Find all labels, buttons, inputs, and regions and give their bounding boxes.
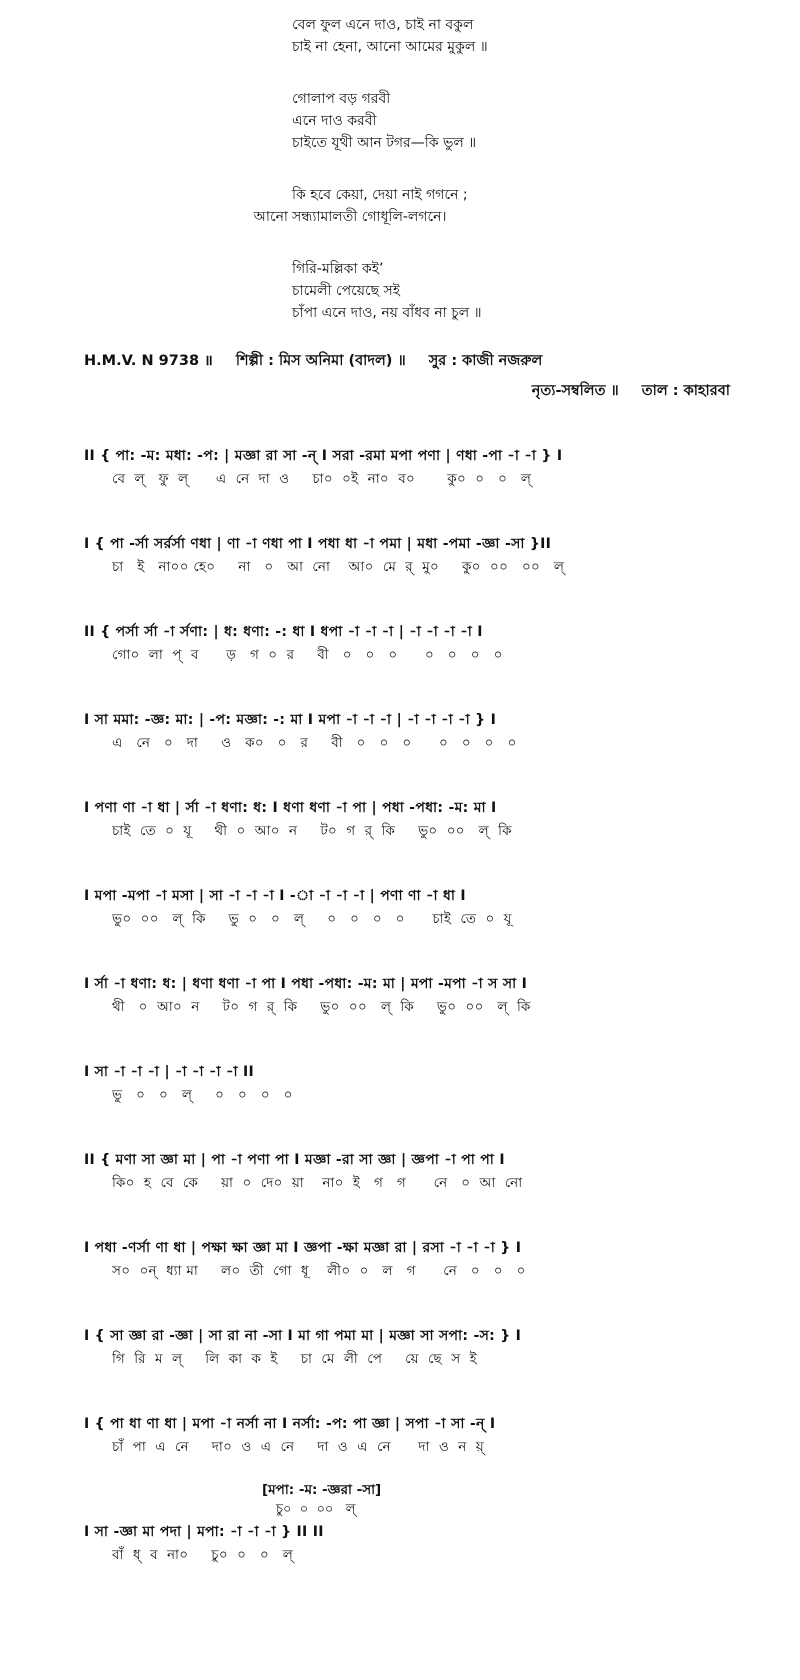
lyric-line: বেল ফুল এনে দাও, চাই না বকুল: [292, 17, 474, 33]
lyric-line: কি হবে কেয়া, দেয়া নাই গগনে ;: [292, 187, 468, 203]
alternate-ending-swara: [মপা: -ম: -জ্ঞরা -সা]: [262, 1482, 382, 1498]
notation-block: [0, 1060, 800, 1106]
notation-block: [0, 1412, 800, 1458]
swara-line: I { পা ধা ণা ধা | মপা -া নর্সা না I নর্সা: -প: পা জ্ঞা | সপা -া সা -ন্‌ I: [84, 1416, 496, 1432]
credit-row-1: [0, 346, 800, 376]
notation-block: [0, 884, 800, 930]
bani-line: এ নে ০ দা ও ক০ ০ র বী ০ ০ ০ ০ ০ ০ ০: [112, 735, 517, 751]
lyric-line: এনে দাও করবী: [292, 113, 377, 129]
bani-line: ভু০ ০০ ল্ কি ভু ০ ০ ল্ ০ ০ ০ ০ চাই তে ০ যূ: [112, 911, 512, 927]
notation-block: [0, 1324, 800, 1370]
composer-credit: সুর : কাজী নজরুল: [428, 353, 543, 369]
stanza-4: [0, 258, 800, 324]
swara-line: II { পা: -ম: মধা: -প: | মজ্ঞা রা সা -ন্‌ I সরা -রমা মপা পণা | ণধা -পা -া -া } I: [84, 448, 563, 464]
taal-credit: তাল : কাহারবা: [641, 383, 730, 399]
stanza-2: [0, 88, 800, 154]
swara-line: I র্সা -া ধণা: ধ: | ধণা ধণা -া পা I পধা -পধা: -ম: মা | মপা -মপা -া স সা I: [84, 976, 528, 992]
swara-line: II { মণা সা জ্ঞা মা | পা -া পণা পা I মজ্ঞা -রা সা জ্ঞা | জ্ঞপা -া পা পা I: [84, 1152, 505, 1168]
bani-line: বাঁ ধ্ ব না০ চু০ ০ ০ ল্: [112, 1547, 294, 1563]
notation-block: [0, 1236, 800, 1282]
notation-block: [0, 1148, 800, 1194]
swara-line: I পণা ণা -া ধা | র্সা -া ধণা: ধ: I ধণা ধণা -া পা | পধা -পধা: -ম: মা I: [84, 800, 497, 816]
bani-line: স০ ০ন্ ধ্যা মা ল০ তী গো ধূ লী০ ০ ল গ নে ০ ০ ০: [112, 1263, 526, 1279]
lyric-line: চামেলী পেয়েছে সই: [292, 283, 401, 299]
alternate-ending-bani: চু০ ০ ০০ ল্: [276, 1502, 356, 1517]
swara-line: I { পা -র্সা সর্রর্সা ণধা | ণা -া ণধা পা I পধা ধা -া পমা | মধা -পমা -জ্ঞা -সা }II: [84, 536, 552, 552]
credit-row-2: [0, 376, 800, 406]
lyric-line: গিরি-মল্লিকা কই’: [292, 261, 384, 277]
notation-block: [0, 444, 800, 490]
swara-line: I মপা -মপা -া মসা | সা -া -া -া I -া -া -া -া | পণা ণা -া ধা I: [84, 888, 466, 904]
bani-line: চা ই না০০ হে০ না ০ আ নো আ০ মে র্ মু০ কু০ ০০ ০০ ল্: [112, 559, 565, 575]
notation-block: [0, 532, 800, 578]
stanza-1: [0, 14, 800, 58]
record-number: H.M.V. N 9738 ॥: [84, 353, 213, 369]
lyric-line: গোলাপ বড় গরবী: [292, 91, 391, 107]
notation-block: [0, 796, 800, 842]
artist-credit: শিল্পী : মিস অনিমা (বাদল) ॥: [235, 353, 406, 369]
bani-line: চাঁ পা এ নে দা০ ও এ নে দা ও এ নে দা ও ন য়্: [112, 1439, 485, 1455]
song-lyrics: [0, 14, 800, 354]
bani-line: গো০ লা প্ ব ড় গ ০ র বী ০ ০ ০ ০ ০ ০ ০: [112, 647, 503, 663]
lyric-line: চাই না হেনা, আনো আমের মুকুল ॥: [292, 39, 488, 55]
notation-block: [0, 972, 800, 1018]
lyric-line: আনো সন্ধ্যামালতী গোধূলি-লগনে।: [253, 209, 447, 225]
notation-block: [0, 708, 800, 754]
bani-line: ভু ০ ০ ল্ ০ ০ ০ ০: [112, 1087, 293, 1103]
swara-line: I সা -জ্ঞা মা পদা | মপা: -া -া -া } II II: [84, 1524, 324, 1540]
swaralipi-notation: [0, 444, 800, 1566]
swara-line: I সা -া -া -া | -া -া -া -া II: [84, 1064, 255, 1080]
swara-line: I পধা -ণর্সা ণা ধা | পক্ষা ক্ষা জ্ঞা মা I জ্ঞপা -ক্ষা মজ্ঞা রা | রসা -া -া -া } I: [84, 1240, 522, 1256]
stanza-3: [0, 184, 800, 228]
swara-line: II { পর্সা র্সা -া র্সণা: | ধ: ধণা: -: ধা I ধপা -া -া -া | -া -া -া -া I: [84, 624, 483, 640]
bani-line: বে ল্ ফু ল্ এ নে দা ও চা০ ০ই না০ ব০ কু০ ০ ০ ল্: [112, 471, 532, 487]
lyric-line: চাইতে যূথী আন টগর—কি ভুল ॥: [292, 135, 477, 151]
notation-block: [0, 620, 800, 666]
bani-line: গি রি ম ল্ লি কা ক ই চা মে লী পে য়ে ছে স ই: [112, 1351, 477, 1367]
bani-line: চাই তে ০ যূ থী ০ আ০ ন ট০ গ র্ কি ভু০ ০০ ল্ কি: [112, 823, 512, 839]
swara-line: I সা মমা: -জ্ঞ: মা: | -প: মজ্ঞা: -: মা I মপা -া -া -া | -া -া -া -া } I: [84, 712, 497, 728]
dance-note: নৃত্য-সম্বলিত ॥: [531, 383, 619, 399]
record-credits: [0, 346, 800, 406]
swara-line: I { সা জ্ঞা রা -জ্ঞা | সা রা না -সা I মা গা পমা মা | মজ্ঞা সা সপা: -স: } I: [84, 1328, 522, 1344]
bani-line: থী ০ আ০ ন ট০ গ র্ কি ভু০ ০০ ল্ কি ভু০ ০০ ল্ কি: [112, 999, 531, 1015]
bani-line: কি০ হ বে কে য়া ০ দে০ য়া না০ ই গ গ নে ০ আ নো: [112, 1175, 523, 1191]
lyric-line: চাঁপা এনে দাও, নয় বাঁধব না চুল ॥: [292, 305, 482, 321]
final-notation-block: [0, 1480, 800, 1566]
